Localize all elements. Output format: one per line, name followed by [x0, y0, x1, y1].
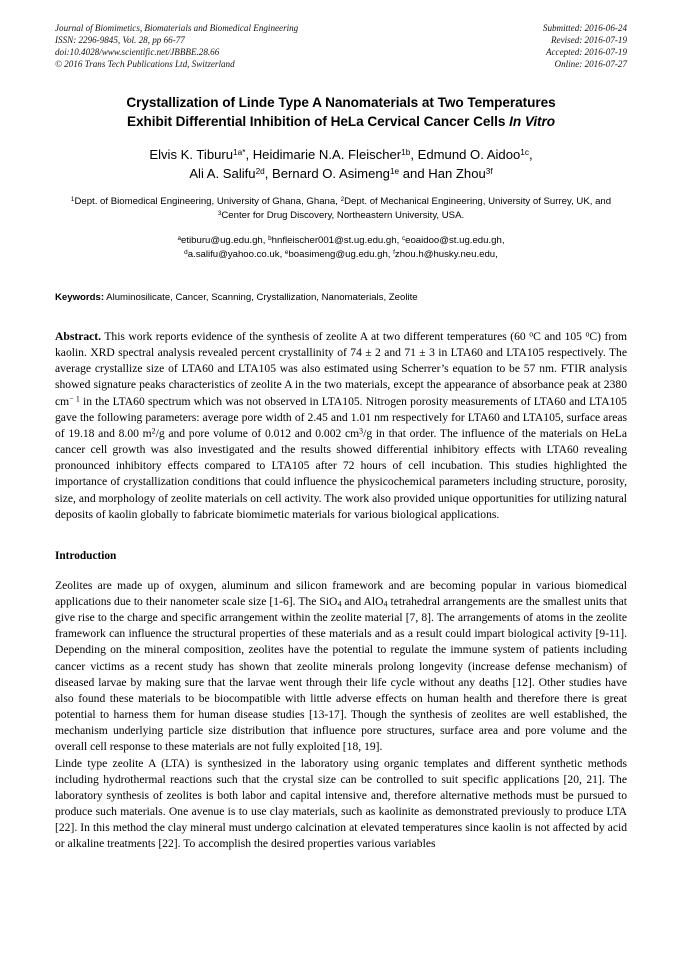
author-separator: and — [399, 165, 429, 181]
author-separator: , — [264, 165, 273, 181]
author-affil-marker: 1a* — [233, 147, 246, 157]
author-list — [61, 145, 621, 184]
keywords-value: Aluminosilicate, Cancer, Scanning, Crystallization, Nanomaterials, Zeolite — [104, 291, 418, 303]
abstract-text-5: /g and pore volume of 0.012 and 0.002 cm — [155, 426, 360, 440]
affil-text-1: Dept. of Biomedical Engineering, University of Ghana, Ghana, — [74, 196, 341, 208]
section-heading-introduction: Introduction — [55, 549, 117, 562]
author-separator: , — [245, 146, 253, 162]
email-separator: , — [279, 248, 285, 260]
email-address[interactable]: etiburu@ug.edu.gh — [181, 234, 263, 246]
journal-doi[interactable]: doi:10.4028/www.scientific.net/JBBBE.28.66 — [55, 47, 220, 58]
author-name: Bernard O. Asimeng — [272, 165, 390, 181]
email-marker: a — [177, 234, 182, 242]
introduction-paragraph-1 — [55, 578, 627, 756]
alo4-subscript: 4 — [383, 599, 388, 609]
email-marker: c — [401, 234, 406, 242]
intro-text-2: and AlO — [341, 595, 384, 608]
abstract-label: Abstract. — [55, 329, 102, 343]
email-separator: , — [501, 234, 505, 246]
email-address[interactable]: a.salifu@yahoo.co.uk — [187, 248, 280, 260]
email-address[interactable]: hnfleischer001@st.ug.edu.gh — [271, 234, 397, 246]
abstract-text-3: C) from kaolin. XRD spectral analysis revealed percent crystallinity of 74 ± 2 and 71 ± 3 in LTA60 and LTA105 respectively. The average crystallize size of LTA60 and LTA105 was also estimated using Scherrer’s equation to be 57 nm. FTIR analysis showed signature peaks characteristics of zeolite A in the two materials, except the appearance of absorbance peak at 2380 cm — [55, 329, 628, 408]
title-line-2-text: Exhibit Differential Inhibition of HeLa Cervical Cancer Cells — [126, 113, 510, 129]
page-title — [71, 94, 611, 131]
affil-marker-2: 2 — [340, 196, 345, 204]
abstract-text-4: in the LTA60 spectrum which was not observed in LTA105. Nitrogen porosity measurements of LTA60 and LTA105 gave the following parameters: average pore width of 2.45 and 1.01 nm respectively for LTA60 and LTA105, surface areas of 19.18 and 8.00 m — [55, 394, 627, 440]
sio4-subscript: 4 — [337, 599, 342, 609]
email-separator: , — [387, 248, 394, 260]
abstract-text-1: This work reports evidence of the synthesis of zeolite A at two different temperatures (60 — [101, 329, 530, 343]
email-marker: b — [268, 234, 272, 242]
degree-symbol: o — [529, 329, 534, 339]
affil-marker-1: 1 — [70, 196, 75, 204]
journal-issn: ISSN: 2296-9845, Vol. 28, pp 66-77 — [55, 35, 185, 46]
author-name: Edmund O. Aidoo — [417, 146, 521, 162]
affil-text-2: Dept. of Mechanical Engineering, University of Surrey, UK, and — [344, 196, 612, 208]
journal-copyright: © 2016 Trans Tech Publications Ltd, Switzerland — [55, 59, 235, 70]
author-name: Elvis K. Tiburu — [149, 146, 234, 162]
intro-text-3: tetrahedral arrangements are the smallest units that give rise to the charge and specific arrangement within the zeolite material [7, 8]. The arrangements of atoms in the zeolite framework can influence the structural properties of these materials and as a result could impart biological activity [9-11]. Depending on the mineral composition, zeolites have the potential to regulate the immune system of patients including cancer victims as a recent study has shown that zeolite minerals prolong longevity (increase defense mechanism) of diseased larvae by making sure that the larvae went through their life cycle without any deaths [12]. Other studies have also found these materials to be biocompatible with little adverse effects on human health and therefore there is great potential to harness them for human disease studies [13-17]. Though the synthesis of zeolites are well established, the mechanism underlying particle size distribution that influence pore structures, surface area and pore volume and the overall cell response to these materials are not fully exploited [18, 19]. — [55, 595, 627, 754]
affiliation-block — [61, 195, 621, 223]
volume-exponent: 3 — [359, 426, 364, 436]
date-accepted: Accepted: 2016-07-19 — [545, 47, 627, 58]
email-separator: , — [396, 234, 402, 246]
keywords-label: Keywords: — [55, 291, 105, 303]
introduction-paragraph-2: Linde type zeolite A (LTA) is synthesized in the laboratory using organic templates and different synthetic methods including hydrothermal reactions such that the crystal size can be controlled to suit specific applications [20, 21]. The laboratory synthesis of zeolites is both labor and capital intensive and, therefore alternative methods must be pursued to produce such materials. One avenue is to use clay materials, such as kaolinite as demonstrated previously to produce LTA [22]. In this method the clay mineral must undergo calcination at elevated temperatures since kaolin is not affected by acid or alkaline treatments [22]. To accomplish the desired properties various variables — [55, 756, 627, 851]
author-separator: , — [410, 146, 418, 162]
author-affil-marker: 1b — [401, 147, 411, 157]
intro-text-1: Zeolites are made up of oxygen, aluminum and silicon framework and are becoming popular in various biomedical applications due to their nanometer scale size [1-6]. The SiO — [55, 578, 627, 608]
wavenumber-exponent: − 1 — [69, 394, 80, 404]
abstract-text-2: C and 105 — [533, 329, 586, 343]
author-name: Heidimarie N.A. Fleischer — [252, 146, 402, 162]
author-line-2 — [189, 166, 492, 181]
author-line-1 — [149, 147, 532, 162]
title-line-1: Crystallization of Linde Type A Nanomaterials at Two Temperatures — [126, 95, 556, 111]
area-exponent: 2 — [151, 426, 156, 436]
email-address[interactable]: boasimeng@ug.edu.gh — [288, 248, 388, 260]
journal-name: Journal of Biomimetics, Biomaterials and Biomedical Engineering — [55, 23, 299, 33]
masthead-journal-info — [55, 22, 298, 70]
email-marker: f — [393, 248, 395, 256]
date-online: Online: 2016-07-27 — [554, 59, 627, 70]
date-revised: Revised: 2016-07-19 — [550, 35, 627, 46]
author-separator: , — [528, 146, 533, 162]
email-marker: e — [284, 248, 289, 256]
abstract-text-6: /g in that order. The influence of the materials on HeLa cancer cell growth was also investigated and the results showed differential inhibitory effects with LTA60 revealing pronounced inhibitory effects compared to LTA105 after 72 hours of cell incubation. This studies highlighted the importance of crystallization conditions that could influence the physicochemical parameters including structure, porosity, size, and morphology of zeolite materials on cell activity. The work also provided unique opportunities for utilizing natural deposits of kaolin globally to fabricate biomimetic materials for various biological applications. — [55, 426, 627, 521]
email-address[interactable]: zhou.h@husky.neu.edu — [394, 248, 496, 260]
abstract-paragraph — [55, 329, 627, 523]
email-marker: d — [184, 248, 188, 256]
email-separator: , — [262, 234, 269, 246]
author-affil-marker: 3f — [485, 166, 493, 176]
page-content — [55, 22, 627, 853]
affil-marker-3: 3 — [217, 210, 222, 218]
author-affil-marker: 1c — [520, 147, 529, 157]
masthead — [55, 22, 627, 70]
keywords-line — [55, 291, 627, 305]
email-separator: , — [495, 248, 498, 260]
masthead-dates — [543, 22, 627, 70]
author-name: Ali A. Salifu — [189, 165, 256, 181]
email-address[interactable]: eoaidoo@st.ug.edu.gh — [405, 234, 502, 246]
author-affil-marker: 2d — [255, 166, 265, 176]
title-line-2-italic: In Vitro — [509, 113, 556, 129]
date-submitted: Submitted: 2016-06-24 — [542, 23, 627, 33]
author-name: Han Zhou — [428, 165, 486, 181]
affil-text-3: Center for Drug Discovery, Northeastern University, USA. — [221, 210, 465, 222]
degree-symbol: o — [585, 329, 590, 339]
author-affil-marker: 1e — [389, 166, 400, 176]
email-block — [61, 234, 621, 262]
